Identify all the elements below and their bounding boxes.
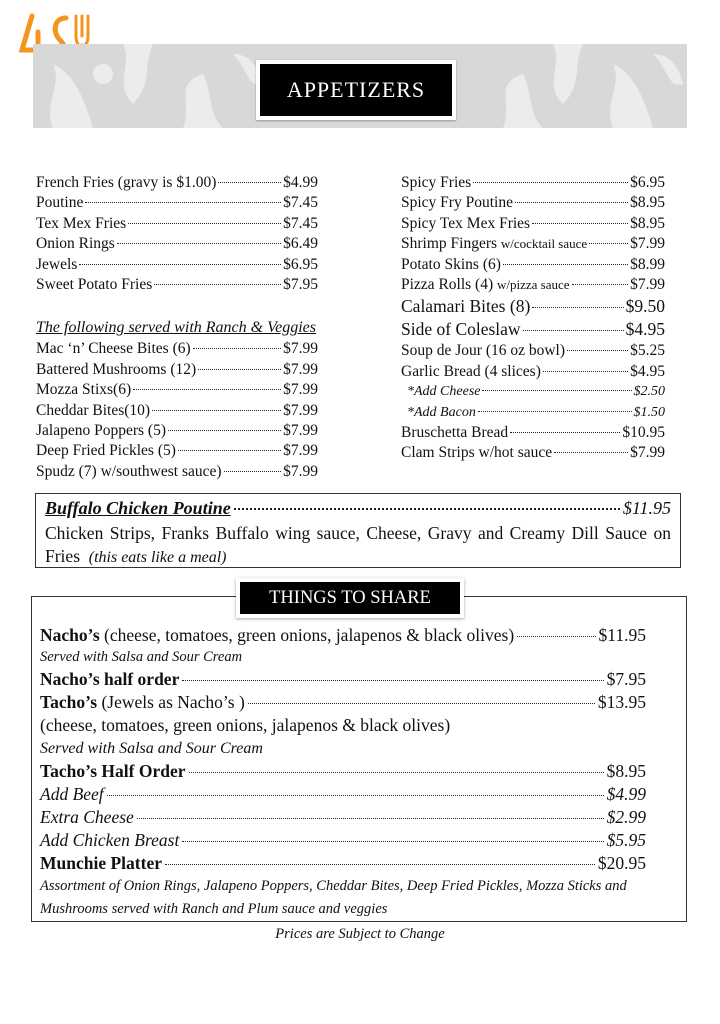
- ranch-heading: The following served with Ranch & Veggies: [36, 319, 316, 337]
- item-price: $7.99: [283, 462, 318, 480]
- item-price: $7.95: [283, 275, 318, 293]
- addon-price: $4.99: [606, 784, 646, 804]
- item-name: Sweet Potato Fries: [36, 275, 153, 293]
- item-name: Tex Mex Fries: [36, 214, 127, 232]
- menu-item: [36, 401, 318, 421]
- addon-price: $2.50: [633, 384, 665, 400]
- appetizers-title-box: [256, 60, 456, 120]
- menu-item: [401, 341, 665, 361]
- item-price: $6.49: [283, 235, 318, 253]
- share-title-box: [236, 578, 464, 618]
- item-price: $4.95: [625, 319, 665, 340]
- menu-item: [401, 295, 665, 318]
- item-note: Served with Salsa and Sour Cream: [40, 649, 243, 665]
- item-name: Calamari Bites (8): [401, 296, 531, 317]
- featured-name: Buffalo Chicken Poutine: [45, 498, 231, 518]
- menu-item: [401, 234, 665, 254]
- item-price: $8.95: [630, 214, 665, 232]
- item-price: $7.99: [283, 401, 318, 419]
- featured-note: (this eats like a meal): [88, 549, 227, 566]
- item-price: $7.99: [630, 275, 665, 293]
- item-price: $7.99: [283, 421, 318, 439]
- item-note: Assortment of Onion Rings, Jalapeno Poppers, Cheddar Bites, Deep Fried Pickles, Mozza Sticks and Mushrooms served with Ranch and Plum sauce and veggies: [40, 878, 627, 917]
- share-addon: [40, 783, 646, 806]
- item-price: $9.50: [625, 296, 665, 317]
- menu-item: [401, 362, 665, 382]
- item-name: Nacho’s: [40, 625, 100, 645]
- menu-item: [36, 441, 318, 461]
- item-name: Nacho’s half order: [40, 669, 180, 689]
- item-name: Munchie Platter: [40, 853, 162, 873]
- item-name: Spudz (7) w/southwest sauce): [36, 462, 222, 480]
- item-name: Clam Strips w/hot sauce: [401, 444, 553, 462]
- item-price: $7.99: [630, 444, 665, 462]
- appetizers-left-column: [36, 173, 318, 482]
- item-price: $20.95: [597, 853, 646, 873]
- menu-item: [36, 255, 318, 275]
- item-name: Side of Coleslaw: [401, 319, 521, 340]
- share-item: [40, 760, 646, 783]
- item-price: $8.95: [606, 761, 646, 781]
- menu-item: [401, 443, 665, 463]
- item-name: Tacho’s Half Order: [40, 761, 186, 781]
- item-price: $10.95: [622, 423, 665, 441]
- item-name: Jalapeno Poppers (5): [36, 421, 166, 439]
- share-item: [40, 691, 646, 714]
- item-name: Potato Skins (6): [401, 255, 501, 273]
- addon-name: Add Chicken Breast: [40, 830, 180, 850]
- item-note: Served with Salsa and Sour Cream: [40, 740, 263, 757]
- addon-price: $1.50: [633, 404, 665, 420]
- item-name: French Fries (gravy is $1.00): [36, 174, 217, 191]
- item-name: Spicy Tex Mex Fries: [401, 214, 531, 232]
- item-name: Soup de Jour (16 oz bowl): [401, 342, 566, 360]
- share-item: [40, 624, 646, 647]
- item-price: $7.95: [606, 669, 646, 689]
- item-detail-line: (cheese, tomatoes, green onions, jalapenos & black olives): [40, 715, 451, 735]
- addon-price: $2.99: [606, 807, 646, 827]
- share-addon: [40, 806, 646, 829]
- addon-name: *Add Cheese: [407, 384, 481, 400]
- item-price: $5.25: [630, 342, 665, 360]
- menu-item: [401, 423, 665, 443]
- menu-item: [401, 214, 665, 234]
- item-name: Pizza Rolls (4): [401, 275, 494, 293]
- item-name: Bruschetta Bread: [401, 423, 509, 441]
- item-price: $7.45: [283, 214, 318, 232]
- menu-item: [36, 380, 318, 400]
- item-name: Poutine: [36, 194, 84, 212]
- item-price: $4.99: [283, 174, 318, 191]
- menu-item: [36, 234, 318, 254]
- item-name: Jewels: [36, 255, 78, 273]
- item-price: $4.95: [630, 362, 665, 380]
- featured-price: $11.95: [622, 498, 671, 518]
- addon-name: *Add Bacon: [407, 404, 476, 420]
- menu-item: [36, 360, 318, 380]
- item-sub: w/cocktail sauce: [500, 236, 588, 252]
- share-addon: [40, 829, 646, 852]
- item-name: Cheddar Bites(10): [36, 401, 151, 419]
- item-price: $7.99: [283, 442, 318, 460]
- menu-addon: [401, 403, 665, 423]
- addon-name: Extra Cheese: [40, 807, 134, 827]
- item-name: Garlic Bread (4 slices): [401, 362, 541, 380]
- menu-item: [36, 214, 318, 234]
- item-name: Battered Mushrooms (12): [36, 360, 197, 378]
- menu-item: [36, 275, 318, 295]
- item-detail: (cheese, tomatoes, green onions, jalapenos & black olives): [104, 625, 515, 645]
- item-price: $8.95: [630, 194, 665, 212]
- menu-addon: [401, 382, 665, 402]
- item-name: Spicy Fry Poutine: [401, 194, 513, 212]
- item-price: $11.95: [598, 625, 646, 645]
- menu-item: [401, 318, 665, 341]
- item-name: Onion Rings: [36, 235, 115, 253]
- addon-price: $5.95: [606, 830, 646, 850]
- item-name: Spicy Fries: [401, 174, 472, 191]
- menu-item: [401, 255, 665, 275]
- item-price: $7.99: [630, 235, 665, 253]
- menu-item: [36, 193, 318, 213]
- share-item: [40, 852, 646, 875]
- menu-item: [401, 193, 665, 213]
- featured-item-box: [35, 493, 681, 568]
- share-list: [40, 624, 646, 921]
- price-disclaimer: Prices are Subject to Change: [275, 926, 445, 942]
- menu-item: [401, 275, 665, 295]
- item-name: Tacho’s: [40, 692, 98, 712]
- item-name: Deep Fried Pickles (5): [36, 442, 176, 460]
- item-name: Mac ‘n’ Cheese Bites (6): [36, 340, 191, 358]
- item-detail: (Jewels as Nacho’s ): [101, 692, 245, 712]
- appetizers-right-column: [401, 173, 665, 464]
- item-price: $7.45: [283, 194, 318, 212]
- item-sub: w/pizza sauce: [497, 276, 570, 292]
- menu-item: [401, 173, 665, 193]
- menu-item: [36, 462, 318, 482]
- item-price: $8.99: [630, 255, 665, 273]
- appetizers-title: APPETIZERS: [260, 64, 452, 116]
- menu-item: [36, 421, 318, 441]
- share-item: [40, 668, 646, 691]
- item-price: $6.95: [630, 174, 665, 191]
- item-price: $7.99: [283, 381, 318, 399]
- menu-item: [36, 339, 318, 359]
- featured-description: Chicken Strips, Franks Buffalo wing sauce, Cheese, Gravy and Creamy Dill Sauce on Fries: [45, 523, 671, 566]
- item-price: $7.99: [283, 340, 318, 358]
- menu-item: [36, 173, 318, 193]
- item-price: $6.95: [283, 255, 318, 273]
- item-price: $13.95: [597, 692, 646, 712]
- item-price: $7.99: [283, 360, 318, 378]
- addon-name: Add Beef: [40, 784, 104, 804]
- item-name: Shrimp Fingers: [401, 235, 498, 253]
- share-title: THINGS TO SHARE: [240, 582, 460, 614]
- item-name: Mozza Stixs(6): [36, 381, 132, 399]
